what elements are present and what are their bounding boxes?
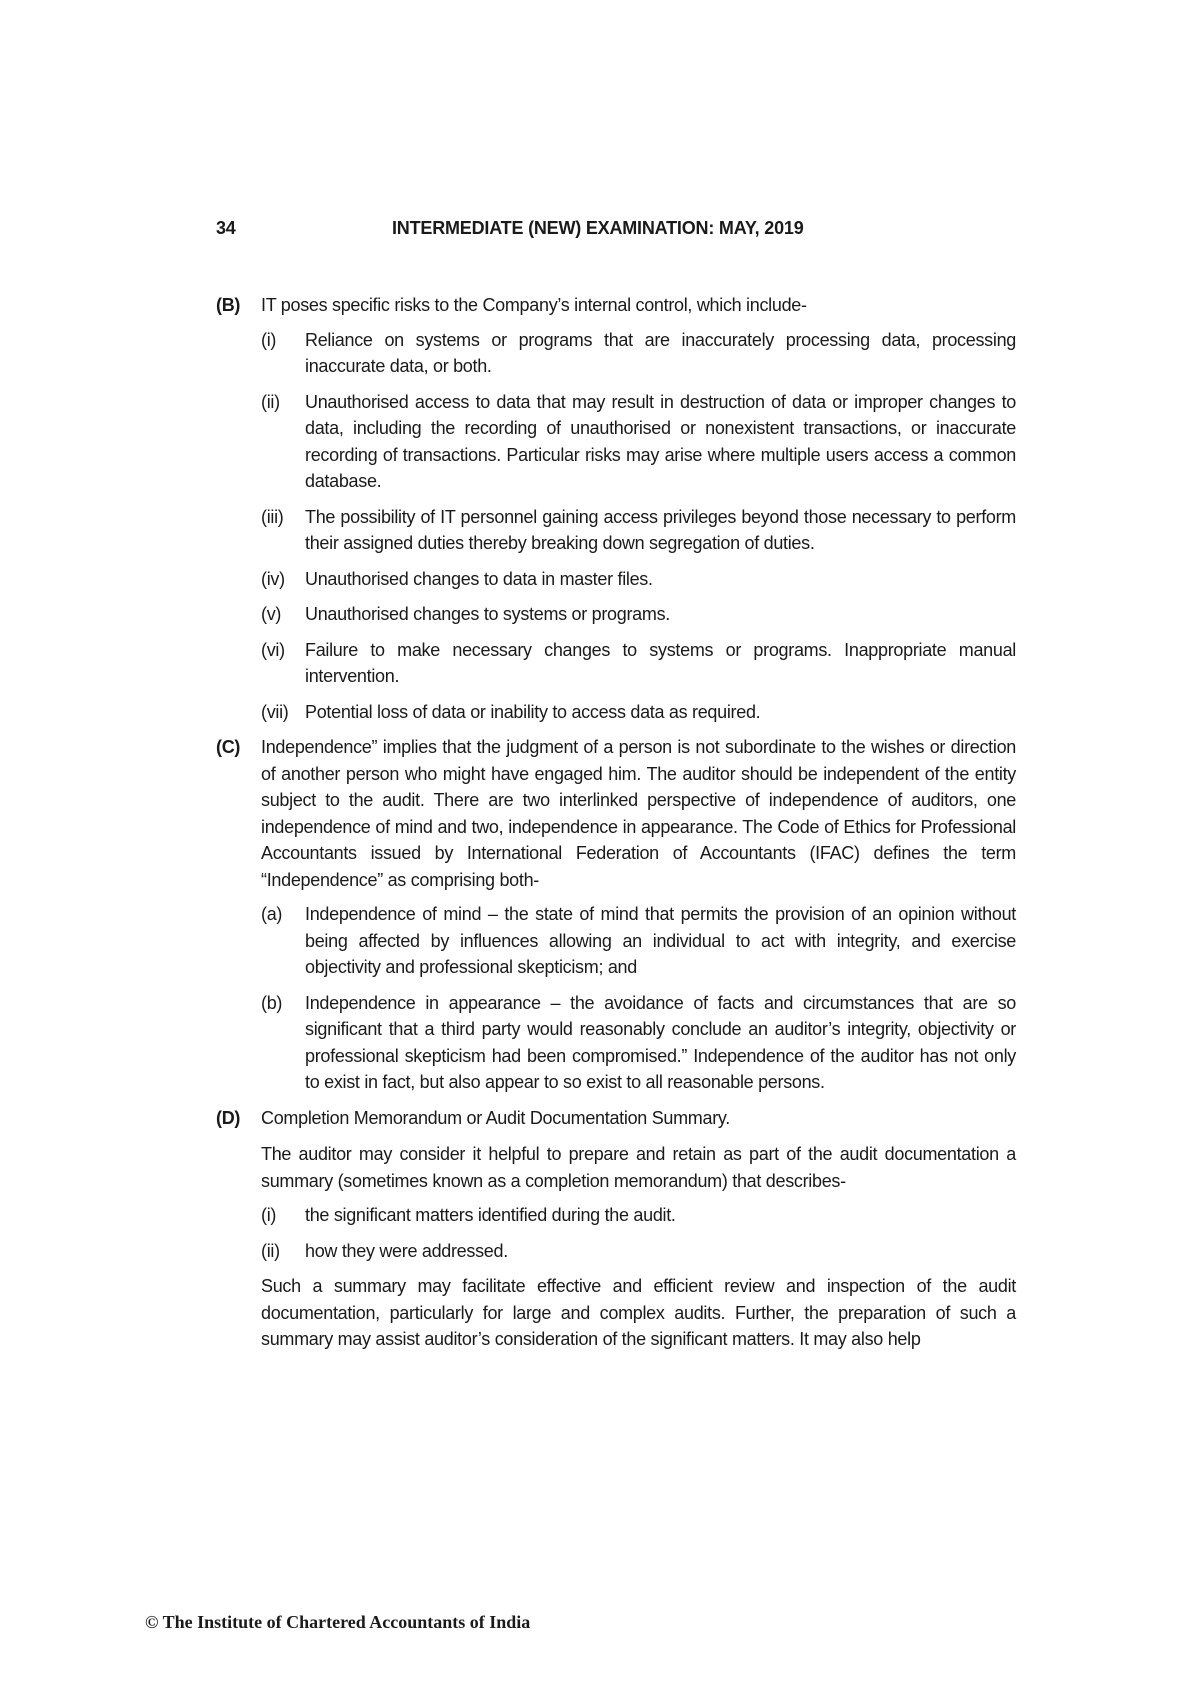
list-item-text: Unauthorised access to data that may result in destruction of data or improper changes to data, including the recording of unauthorised or nonexistent transactions, or inaccurate recording of transactions. Particular risks may arise where multiple users access a common database. [305,391,1016,491]
list-item-text: Potential loss of data or inability to access data as required. [305,701,761,722]
section-c [216,734,1016,1096]
list-item [261,327,1016,380]
list-item [261,901,1016,981]
list-item-text: Unauthorised changes to data in master files. [305,568,653,589]
list-item [261,699,1016,726]
list-marker: (a) [261,904,283,924]
list-item [261,990,1016,1096]
page-content [216,292,1016,1361]
section-label: (B) [216,295,241,315]
header-title: INTERMEDIATE (NEW) EXAMINATION: MAY, 2019 [392,218,804,238]
list-item-text: Independence of mind – the state of mind that permits the provision of an opinion without being affected by influences allowing an individual to act with integrity, and exercise objectivity and professional skepticism; and [305,904,1016,977]
list-marker: (v) [261,604,282,624]
list-marker: (ii) [261,1240,280,1261]
section-b [216,292,1016,725]
list-marker: (vi) [261,639,285,660]
list-item [261,1202,1016,1229]
list-item [261,601,1016,628]
list-item [261,504,1016,557]
independence-list [261,901,1016,1096]
list-item-text: Reliance on systems or programs that are inaccurately processing data, processing inaccurate data, or both. [305,329,1016,376]
section-paragraph: Such a summary may facilitate effective and efficient review and inspection of the audit documentation, particularly for large and complex audits. Further, the preparation of such a summary may assist auditor’s consideration of the significant matters. It may also help [261,1276,1016,1349]
page-header [216,218,1016,244]
list-item-text: Failure to make necessary changes to systems or programs. Inappropriate manual intervention. [305,639,1016,686]
section-label: (C) [216,737,241,757]
section-intro: Independence” implies that the judgment of a person is not subordinate to the wishes or direction of another person who might have engaged him. The auditor should be independent of the entity subject to the audit. There are two interlinked perspective of independence of auditors, one independence of mind and two, independence in appearance. The Code of Ethics for Professional Accountants issued by International Federation of Accountants (IFAC) defines the term “Independence” as comprising both- [261,737,1016,890]
summary-list [261,1202,1016,1264]
page-number: 34 [216,218,236,238]
section-intro: Completion Memorandum or Audit Documentation Summary. [261,1107,730,1128]
list-item [261,566,1016,593]
risk-list [261,327,1016,726]
list-item-text: Unauthorised changes to systems or programs. [305,604,670,624]
list-item-text: Independence in appearance – the avoidance of facts and circumstances that are so significant that a third party would reasonably conclude an auditor’s integrity, objectivity or professional skepticism had been compromised.” Independence of the auditor has not only to exist in fact, but also appear to so exist to all reasonable persons. [305,992,1016,1092]
list-marker: (vii) [261,701,289,722]
section-label: (D) [216,1107,241,1128]
list-marker: (iv) [261,568,285,589]
list-marker: (i) [261,1205,277,1225]
list-item [261,389,1016,495]
list-item-text: the significant matters identified during the audit. [305,1205,676,1225]
copyright-footer: © The Institute of Chartered Accountants of India [145,1612,531,1632]
list-marker: (i) [261,329,277,350]
list-marker: (b) [261,992,283,1013]
section-d [216,1105,1016,1353]
list-marker: (iii) [261,506,284,527]
list-item [261,637,1016,690]
list-marker: (ii) [261,391,280,412]
section-intro: IT poses specific risks to the Company’s internal control, which include- [261,295,807,315]
section-paragraph: The auditor may consider it helpful to prepare and retain as part of the audit documentation a summary (sometimes known as a completion memorandum) that describes- [261,1144,1016,1191]
list-item [261,1238,1016,1265]
list-item-text: The possibility of IT personnel gaining access privileges beyond those necessary to perform their assigned duties thereby breaking down segregation of duties. [305,506,1016,553]
list-item-text: how they were addressed. [305,1240,508,1261]
